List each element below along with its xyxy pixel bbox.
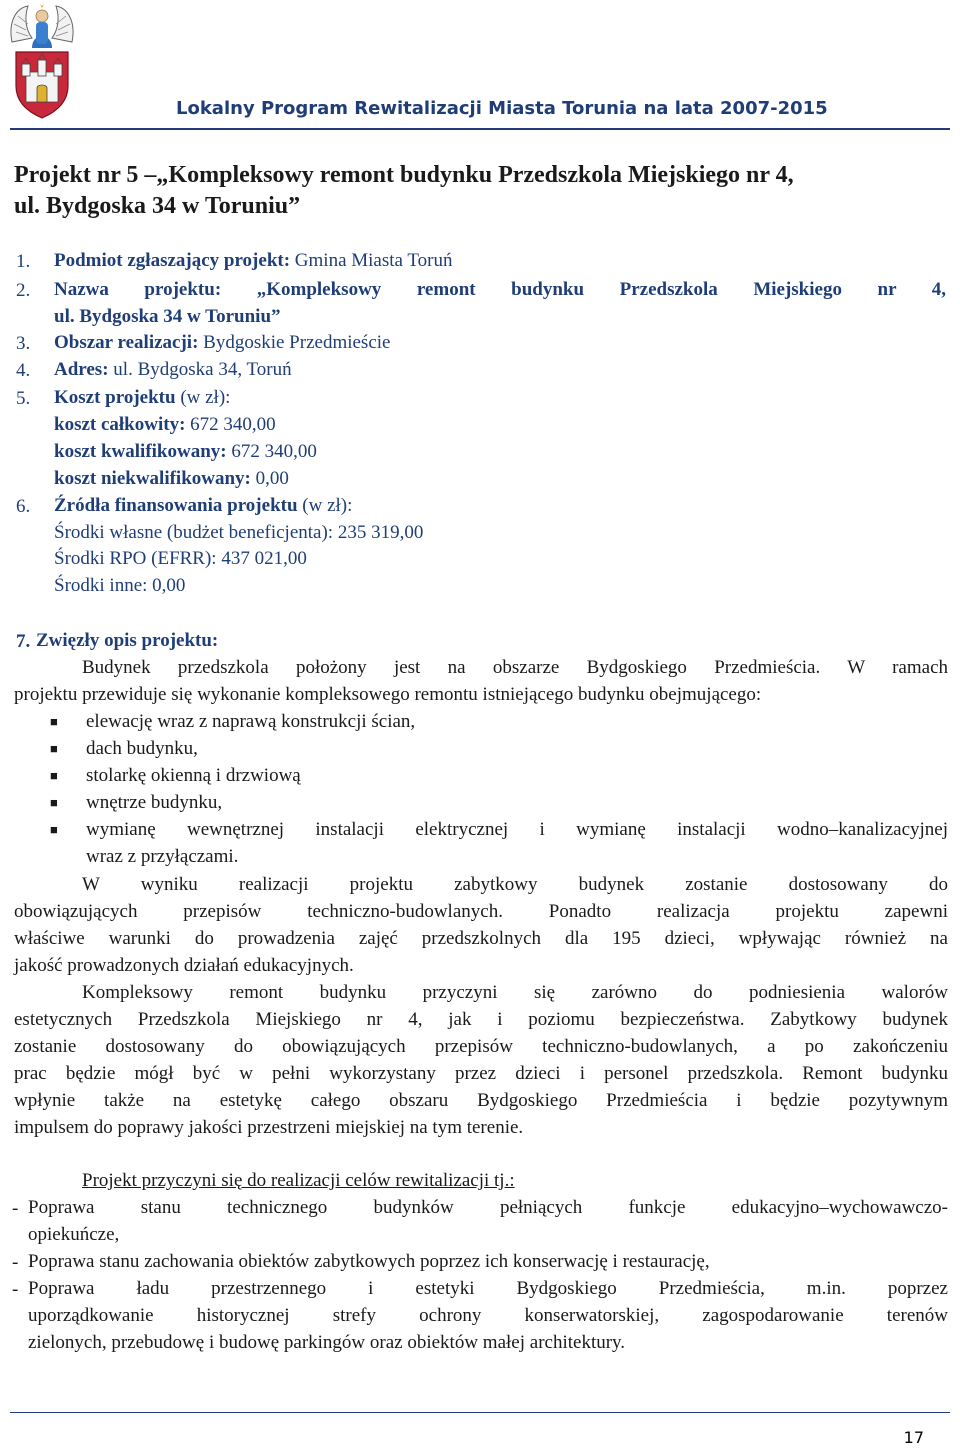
field-area [54, 330, 390, 356]
field-label: Źródła finansowania projektu [54, 495, 298, 516]
cost-eligible [54, 439, 317, 465]
scope-item: elewację wraz z naprawą konstrukcji ścian, [86, 711, 416, 732]
funding-rpo: Środki RPO (EFRR): 437 021,00 [54, 548, 307, 569]
scope-item: stolarkę okienną i drzwiową [86, 765, 301, 786]
field-funding [54, 493, 352, 519]
field-value: Gmina Miasta Toruń [294, 250, 453, 271]
item-number: 7. [16, 631, 31, 652]
scope-item: dach budynku, [86, 738, 198, 759]
item-number: 1. [16, 251, 31, 272]
field-value: „Kompleksowy remont budynku Przedszkola Miejskiego nr 4, [256, 279, 946, 300]
field-value: ul. Bydgoska 34, Toruń [113, 359, 292, 380]
square-bullet-icon: ■ [50, 714, 58, 729]
funding-other: Środki inne: 0,00 [54, 575, 186, 596]
cost-value: 672 340,00 [190, 414, 276, 435]
cost-label: koszt niekwalifikowany: [54, 468, 251, 489]
description-paragraph-3-line: wpłynie także na estetykę całego obszaru Bydgoskiego Przedmieścia i będzie pozytywnym [14, 1090, 948, 1111]
field-cost [54, 385, 230, 411]
cost-label: koszt całkowity: [54, 414, 186, 435]
field-label: Koszt projektu [54, 387, 176, 408]
description-paragraph-2-line: jakość prowadzonych działań edukacyjnych. [14, 955, 354, 976]
goal-item-cont: opiekuńcze, [28, 1224, 120, 1245]
field-project-name-cont: ul. Bydgoska 34 w Toruniu” [54, 306, 281, 327]
scope-item: wymianę wewnętrznej instalacji elektrycznej i wymianę instalacji wodno–kanalizacyjnej [86, 819, 948, 840]
description-paragraph-2-line: W wyniku realizacji projektu zabytkowy budynek zostanie dostosowany do [82, 874, 948, 895]
field-value: Bydgoskie Przedmieście [203, 332, 391, 353]
description-paragraph-3-line: estetycznych Przedszkola Miejskiego nr 4, jak i poziomu bezpieczeństwa. Zabytkowy budynek [14, 1009, 948, 1030]
field-label: Obszar realizacji: [54, 332, 199, 353]
description-paragraph-3-line: zostanie dostosowany do obowiązujących przepisów techniczno-budowlanych, a po zakończeniu [14, 1036, 948, 1057]
goal-dash: - [12, 1198, 19, 1219]
goal-dash: - [12, 1252, 19, 1273]
field-unit: (w zł): [302, 495, 353, 516]
goal-item-cont: uporządkowanie historycznej strefy ochrony konserwatorskiej, zagospodarowanie terenów [28, 1305, 948, 1326]
item-number: 6. [16, 496, 31, 517]
page-number: 17 [903, 1428, 924, 1447]
goals-heading: Projekt przyczyni się do realizacji celów rewitalizacji tj.: [82, 1170, 515, 1191]
item-number: 3. [16, 333, 31, 354]
goal-item-cont: zielonych, przebudowę i budowę parkingów oraz obiektów małej architektury. [28, 1332, 626, 1353]
description-paragraph-3-line: prac będzie mógł być w pełni wykorzystany przez dzieci i personel przedszkola. Remont budynku [14, 1063, 948, 1084]
field-description-label: Zwięzły opis projektu: [36, 630, 219, 651]
description-paragraph-3-line: Kompleksowy remont budynku przyczyni się zarówno do podniesienia walorów [82, 982, 948, 1003]
field-applicant [54, 248, 452, 274]
square-bullet-icon: ■ [50, 822, 58, 837]
field-project-name [54, 277, 946, 303]
header-title: Lokalny Program Rewitalizacji Miasta Torunia na lata 2007-2015 [176, 98, 828, 119]
funding-own: Środki własne (budżet beneficjenta): 235 319,00 [54, 522, 424, 543]
field-label: Adres: [54, 359, 109, 380]
cost-total [54, 412, 276, 438]
project-title-line-1: Projekt nr 5 –„Kompleksowy remont budynku Przedszkola Miejskiego nr 4, [14, 162, 794, 188]
description-paragraph-3-line: impulsem do poprawy jakości przestrzeni miejskiej na tym terenie. [14, 1117, 524, 1138]
field-unit: (w zł): [180, 387, 231, 408]
description-paragraph-2-line: właściwe warunki do prowadzenia zajęć przedszkolnych dla 195 dzieci, wpływając również na [14, 928, 948, 949]
cost-value: 672 340,00 [231, 441, 317, 462]
goal-item: Poprawa ładu przestrzennego i estetyki Bydgoskiego Przedmieścia, m.in. poprzez [28, 1278, 948, 1299]
field-label: Nazwa projektu: [54, 279, 222, 300]
goal-item: Poprawa stanu technicznego budynków pełniących funkcje edukacyjno–wychowawczo- [28, 1197, 948, 1218]
description-paragraph-1-line-2: projektu przewiduje się wykonanie kompleksowego remontu istniejącego budynku obejmującego: [14, 684, 762, 705]
header-divider [10, 128, 950, 130]
item-number: 2. [16, 280, 31, 301]
square-bullet-icon: ■ [50, 741, 58, 756]
goal-item: Poprawa stanu zachowania obiektów zabytkowych poprzez ich konserwację i restaurację, [28, 1251, 710, 1272]
field-address [54, 357, 292, 383]
torun-coat-of-arms-icon [6, 2, 78, 122]
description-paragraph-1-line-1: Budynek przedszkola położony jest na obszarze Bydgoskiego Przedmieścia. W ramach [82, 657, 948, 678]
goal-dash: - [12, 1279, 19, 1300]
project-title-line-2: ul. Bydgoska 34 w Toruniu” [14, 193, 301, 219]
square-bullet-icon: ■ [50, 795, 58, 810]
cost-non-eligible [54, 466, 289, 492]
cost-value: 0,00 [255, 468, 289, 489]
footer-divider [10, 1412, 950, 1413]
scope-item: wnętrze budynku, [86, 792, 223, 813]
item-number: 5. [16, 388, 31, 409]
cost-label: koszt kwalifikowany: [54, 441, 227, 462]
field-label: Podmiot zgłaszający projekt: [54, 250, 291, 271]
square-bullet-icon: ■ [50, 768, 58, 783]
scope-item-cont: wraz z przyłączami. [86, 846, 239, 867]
item-number: 4. [16, 360, 31, 381]
description-paragraph-2-line: obowiązujących przepisów techniczno-budowlanych. Ponadto realizacja projektu zapewni [14, 901, 948, 922]
